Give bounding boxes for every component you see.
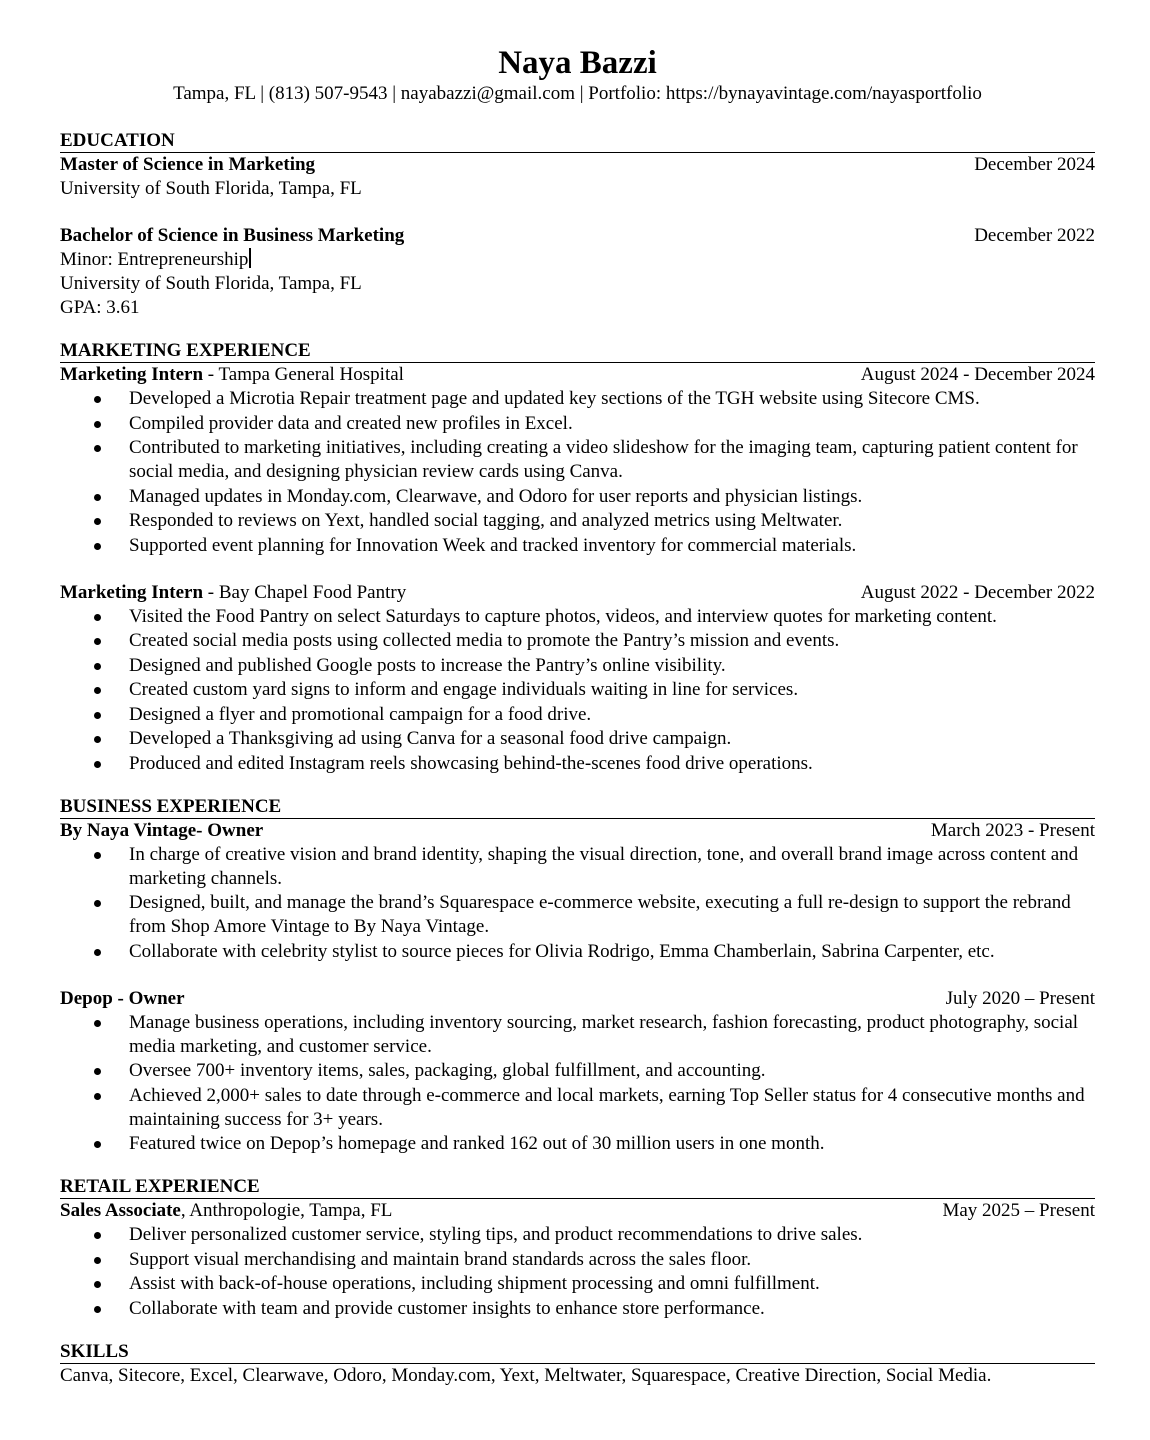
bullet-icon — [94, 1093, 101, 1100]
bullet-item — [60, 1272, 1095, 1296]
bullet-item — [60, 1248, 1095, 1272]
bullet-icon — [94, 663, 101, 670]
bullet-text: Developed a Microtia Repair treatment page and updated key sections of the TGH website using Sitecore CMS. — [129, 388, 980, 409]
school-line: University of South Florida, Tampa, FL — [60, 273, 362, 294]
bullet-item — [60, 509, 1095, 533]
bullet-icon — [94, 712, 101, 719]
bullet-list — [60, 1223, 1095, 1321]
bullet-item — [60, 629, 1095, 653]
section-title-marketing: MARKETING EXPERIENCE — [60, 340, 1095, 363]
bullet-text: Manage business operations, including inventory sourcing, market research, fashion forecasting, product photography, social media marketing, and customer service. — [129, 1011, 1079, 1057]
marketing-entry — [60, 581, 1095, 776]
bullet-text: Contributed to marketing initiatives, including creating a video slideshow for the imaging team, capturing patient content for social media, and designing physician review cards using Canva. — [129, 437, 1078, 482]
bullet-icon — [94, 1141, 101, 1148]
degree-title: Master of Science in Marketing — [60, 154, 316, 175]
bullet-item — [60, 1297, 1095, 1321]
bullet-item — [60, 412, 1095, 436]
contact-line: Tampa, FL | (813) 507-9543 | nayabazzi@gmail.com | Portfolio: https://bynayavintage.com/nayasportfolio — [173, 83, 982, 104]
bullet-text: Oversee 700+ inventory items, sales, packaging, global fulfillment, and accounting. — [129, 1060, 766, 1081]
business-entry — [60, 987, 1095, 1157]
retail-entry — [60, 1199, 1095, 1321]
bullet-item — [60, 843, 1095, 891]
bullet-icon — [94, 421, 101, 428]
bullet-item — [60, 605, 1095, 629]
resume-page — [60, 44, 1095, 1388]
bullet-icon — [94, 396, 101, 403]
text-cursor — [249, 248, 251, 268]
bullet-item — [60, 727, 1095, 751]
entry-date: August 2024 - December 2024 — [860, 364, 1095, 385]
education-entry-bachelors — [60, 224, 1095, 320]
bullet-item — [60, 1011, 1095, 1059]
entry-date: July 2020 – Present — [945, 987, 1095, 1009]
bullet-text: Support visual merchandising and maintain brand standards across the sales floor. — [129, 1248, 752, 1270]
skills-list: Canva, Sitecore, Excel, Clearwave, Odoro, Monday.com, Yext, Meltwater, Squarespace, Creative Direction, Social Media. — [60, 1364, 992, 1386]
bullet-icon — [94, 949, 101, 956]
bullet-icon — [94, 1281, 101, 1288]
organization: , Anthropologie, Tampa, FL — [180, 1200, 393, 1221]
education-entry-masters — [60, 153, 1095, 201]
degree-date: December 2024 — [974, 154, 1095, 175]
minor-text: Minor: Entrepreneurship — [60, 249, 249, 270]
bullet-list — [60, 605, 1095, 776]
bullet-text: Assist with back-of-house operations, including shipment processing and omni fulfillment. — [129, 1273, 820, 1294]
bullet-icon — [94, 1232, 101, 1239]
bullet-text: Designed and published Google posts to increase the Pantry’s online visibility. — [129, 654, 726, 676]
entry-date: March 2023 - Present — [930, 819, 1095, 841]
bullet-item — [60, 654, 1095, 678]
bullet-icon — [94, 614, 101, 621]
role-title: Depop - Owner — [60, 987, 185, 1009]
bullet-icon — [94, 445, 101, 452]
gpa-line: GPA: 3.61 — [60, 297, 140, 318]
bullet-item — [60, 752, 1095, 776]
business-section — [60, 796, 1095, 1157]
entry-date: August 2022 - December 2022 — [860, 581, 1095, 603]
bullet-text: Developed a Thanksgiving ad using Canva for a seasonal food drive campaign. — [129, 728, 732, 749]
marketing-section — [60, 340, 1095, 776]
bullet-item — [60, 703, 1095, 727]
bullet-text: Managed updates in Monday.com, Clearwave, and Odoro for user reports and physician listings. — [129, 485, 863, 507]
section-title-retail: RETAIL EXPERIENCE — [60, 1176, 1095, 1199]
bullet-item — [60, 940, 1095, 964]
bullet-icon — [94, 543, 101, 550]
bullet-text: In charge of creative vision and brand identity, shaping the visual direction, tone, and overall brand image across content and marketing channels. — [129, 843, 1079, 889]
bullet-item — [60, 534, 1095, 558]
business-entry — [60, 819, 1095, 964]
bullet-text: Created custom yard signs to inform and engage individuals waiting in line for services. — [129, 679, 799, 700]
bullet-text: Achieved 2,000+ sales to date through e-commerce and local markets, earning Top Seller status for 4 consecutive months and maintaining success for 3+ years. — [129, 1084, 1085, 1130]
bullet-icon — [94, 761, 101, 768]
school-line: University of South Florida, Tampa, FL — [60, 178, 362, 199]
bullet-item — [60, 436, 1095, 484]
bullet-icon — [94, 736, 101, 743]
bullet-item — [60, 1223, 1095, 1247]
bullet-text: Collaborate with team and provide customer insights to enhance store performance. — [129, 1297, 765, 1319]
bullet-text: Visited the Food Pantry on select Saturdays to capture photos, videos, and interview quotes for marketing content. — [129, 605, 997, 627]
bullet-item — [60, 1132, 1095, 1156]
bullet-icon — [94, 638, 101, 645]
bullet-item — [60, 891, 1095, 939]
bullet-text: Designed, built, and manage the brand’s Squarespace e-commerce website, executing a full re-design to support the rebrand from Shop Amore Vintage to By Naya Vintage. — [129, 892, 1071, 937]
bullet-text: Responded to reviews on Yext, handled social tagging, and analyzed metrics using Meltwater. — [129, 510, 843, 531]
education-section — [60, 130, 1095, 320]
entry-heading — [60, 1199, 392, 1223]
section-title-business: BUSINESS EXPERIENCE — [60, 796, 1095, 819]
bullet-item — [60, 1084, 1095, 1132]
degree-date: December 2022 — [974, 225, 1095, 246]
bullet-list — [60, 387, 1095, 558]
bullet-icon — [94, 1068, 101, 1075]
bullet-text: Supported event planning for Innovation Week and tracked inventory for commercial materials. — [129, 534, 857, 556]
bullet-item — [60, 678, 1095, 702]
bullet-text: Compiled provider data and created new profiles in Excel. — [129, 412, 573, 434]
degree-title: Bachelor of Science in Business Marketing — [60, 225, 405, 246]
bullet-icon — [94, 518, 101, 525]
bullet-icon — [94, 900, 101, 907]
bullet-icon — [94, 852, 101, 859]
organization: - Tampa General Hospital — [203, 364, 404, 385]
section-title-skills: SKILLS — [60, 1341, 1095, 1364]
candidate-name: Naya Bazzi — [498, 45, 657, 81]
bullet-list — [60, 843, 1095, 964]
bullet-icon — [94, 1020, 101, 1027]
entry-heading — [60, 363, 404, 387]
bullet-text: Collaborate with celebrity stylist to source pieces for Olivia Rodrigo, Emma Chamberlain, Sabrina Carpenter, etc. — [129, 940, 995, 962]
bullet-text: Featured twice on Depop’s homepage and ranked 162 out of 30 million users in one month. — [129, 1133, 825, 1154]
section-title-education: EDUCATION — [60, 130, 1095, 153]
entry-heading — [60, 819, 263, 843]
skills-section — [60, 1341, 1095, 1388]
bullet-icon — [94, 1257, 101, 1264]
role-title: By Naya Vintage- Owner — [60, 819, 264, 841]
bullet-item — [60, 1059, 1095, 1083]
bullet-text: Designed a flyer and promotional campaign for a food drive. — [129, 703, 592, 725]
bullet-item — [60, 485, 1095, 509]
bullet-text: Produced and edited Instagram reels showcasing behind-the-scenes food drive operations. — [129, 752, 813, 774]
bullet-list — [60, 1011, 1095, 1157]
role-title: Sales Associate — [60, 1200, 181, 1221]
bullet-icon — [94, 494, 101, 501]
entry-heading — [60, 581, 406, 605]
bullet-icon — [94, 1306, 101, 1313]
organization: - Bay Chapel Food Pantry — [203, 581, 407, 603]
entry-date: May 2025 – Present — [942, 1200, 1095, 1221]
retail-section — [60, 1176, 1095, 1321]
bullet-text: Created social media posts using collected media to promote the Pantry’s mission and events. — [129, 630, 840, 651]
entry-heading — [60, 987, 185, 1011]
bullet-icon — [94, 687, 101, 694]
minor-line[interactable] — [60, 248, 1095, 272]
bullet-item — [60, 387, 1095, 411]
role-title: Marketing Intern — [60, 364, 204, 385]
marketing-entry — [60, 363, 1095, 558]
bullet-text: Deliver personalized customer service, styling tips, and product recommendations to drive sales. — [129, 1224, 863, 1245]
role-title: Marketing Intern — [60, 581, 204, 603]
